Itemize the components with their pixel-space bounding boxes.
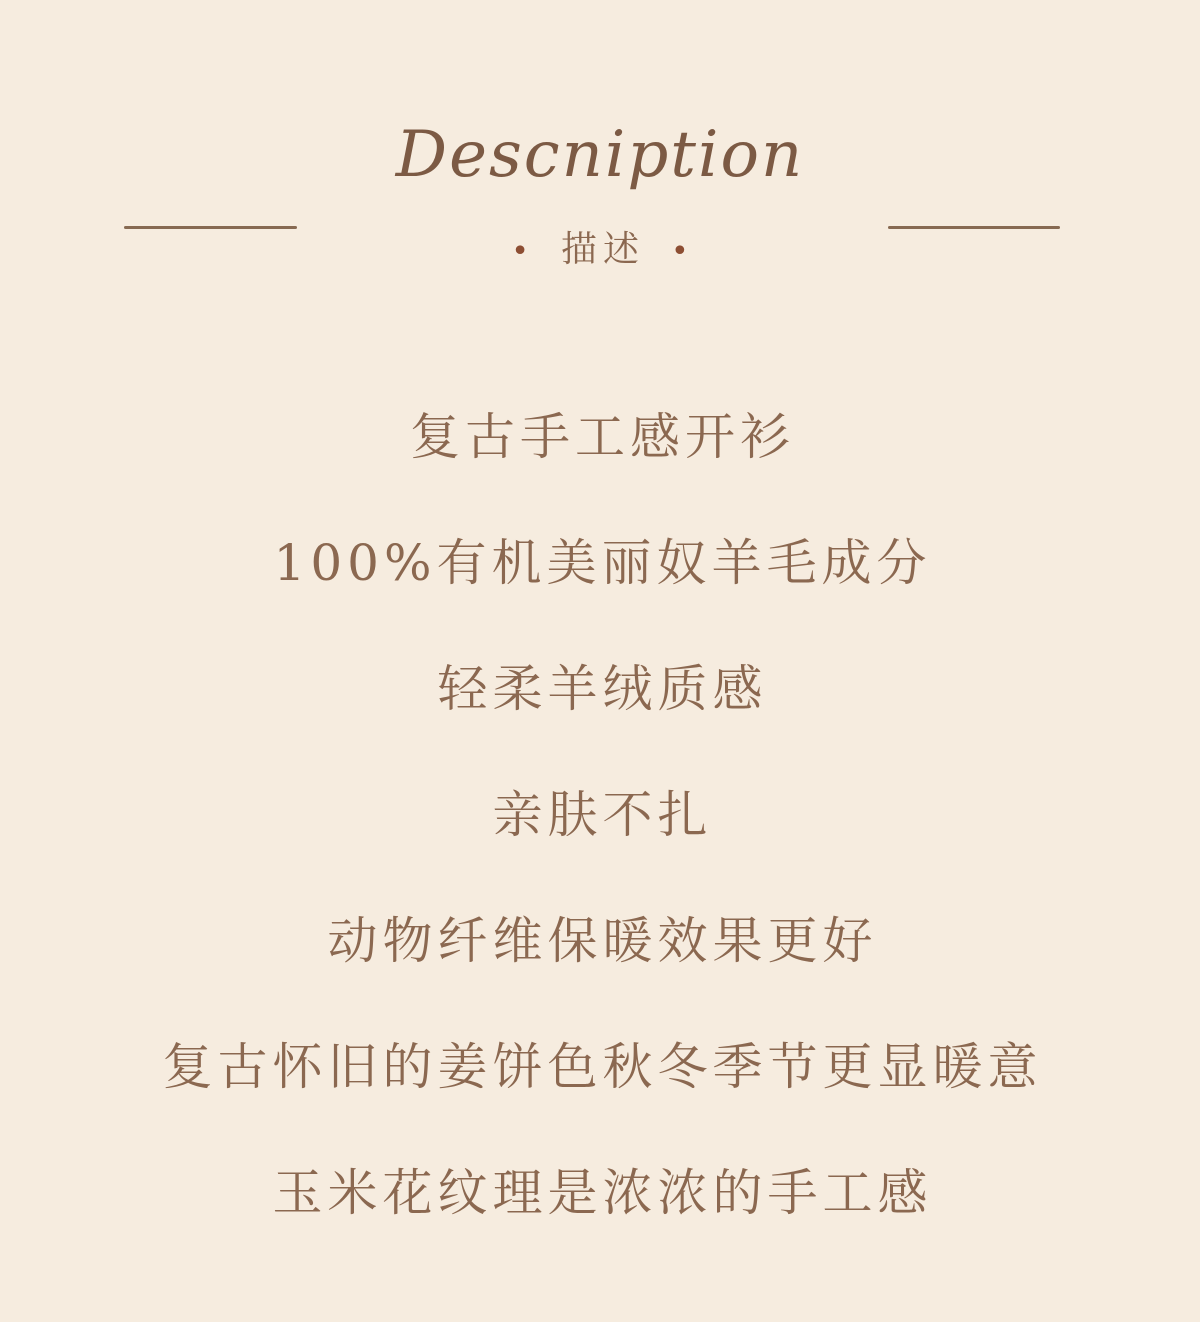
section-subtitle [0, 228, 1200, 271]
section-title: Descniption [395, 118, 805, 192]
description-line: 亲肤不扎 [492, 786, 713, 844]
description-line: 动物纤维保暖效果更好 [327, 912, 878, 970]
description-line: 100%有机美丽奴羊毛成分 [273, 534, 932, 592]
description-line: 复古手工感开衫 [410, 408, 795, 466]
bullet-dot-right-icon: • [671, 233, 689, 269]
subtitle-text: 描述 [560, 229, 645, 270]
description-line: 轻柔羊绒质感 [437, 660, 768, 718]
description-line: 复古怀旧的姜饼色秋冬季节更显暖意 [162, 1038, 1043, 1096]
bullet-dot-left-icon: • [511, 233, 529, 269]
description-line: 玉米花纹理是浓浓的手工感 [272, 1164, 933, 1222]
description-lines [0, 370, 1200, 1252]
